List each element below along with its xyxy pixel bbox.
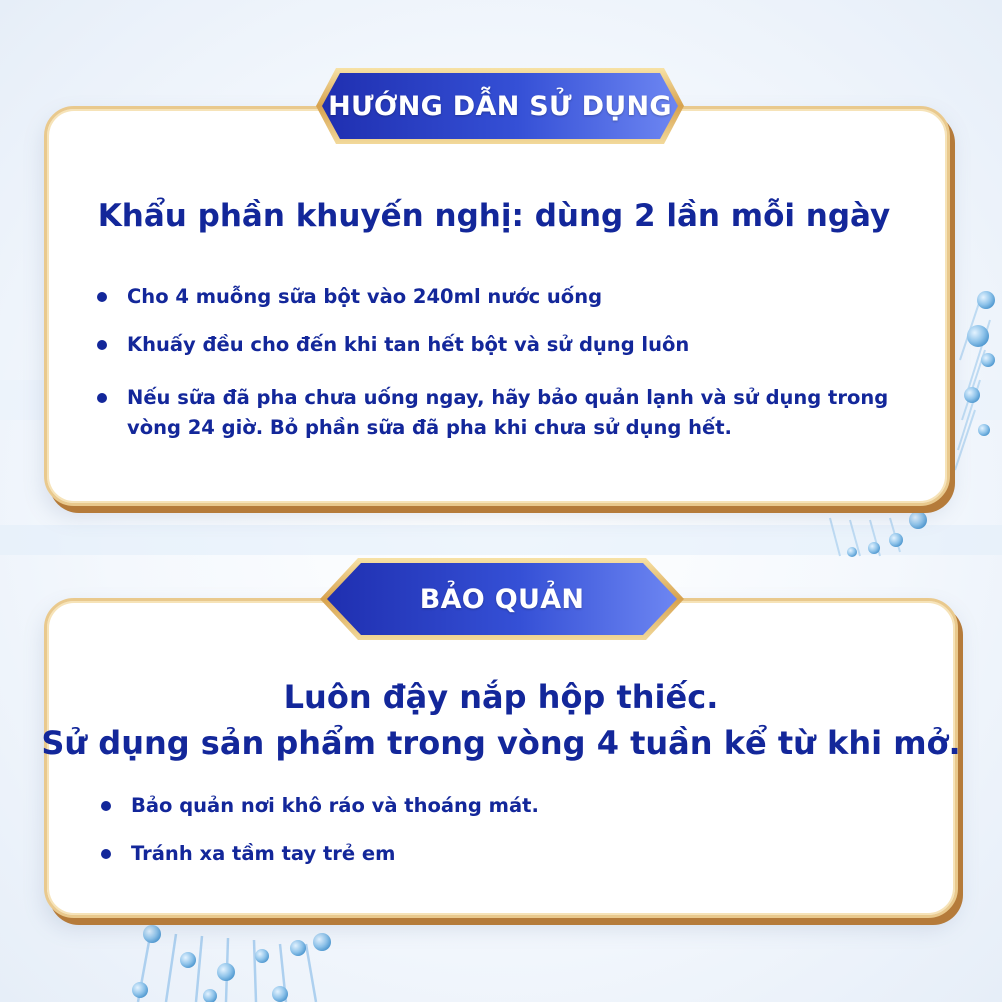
headline-line: Luôn đậy nắp hộp thiếc. xyxy=(283,678,719,716)
usage-steps-list xyxy=(97,282,917,461)
list-item-text: Cho 4 muỗng sữa bột vào 240ml nước uống xyxy=(127,285,603,308)
headline-line: Sử dụng sản phẩm trong vòng 4 tuần kể từ khi mở. xyxy=(41,724,961,762)
usage-instructions-title: HƯỚNG DẪN SỬ DỤNG xyxy=(328,90,672,122)
storage-title: BẢO QUẢN xyxy=(419,583,585,615)
bullet-dot-icon xyxy=(97,340,107,350)
bullet-dot-icon xyxy=(97,292,107,302)
list-item xyxy=(97,282,917,312)
headline-line: Khẩu phần khuyến nghị: dùng 2 lần mỗi ngày xyxy=(97,198,891,234)
list-item xyxy=(101,791,901,821)
recommended-serving-headline xyxy=(60,194,928,238)
list-item-text: Bảo quản nơi khô ráo và thoáng mát. xyxy=(131,794,539,817)
storage-ribbon xyxy=(318,556,686,636)
list-item-text: Nếu sữa đã pha chưa uống ngay, hãy bảo quản lạnh và sử dụng trong vòng 24 giờ. Bỏ phần sữa đã pha khi chưa sử dụng hết. xyxy=(127,386,889,439)
storage-tips-list xyxy=(101,791,901,887)
bullet-dot-icon xyxy=(101,849,111,859)
list-item-text: Tránh xa tầm tay trẻ em xyxy=(131,842,396,865)
list-item-text: Khuấy đều cho đến khi tan hết bột và sử dụng luôn xyxy=(127,333,690,356)
bullet-dot-icon xyxy=(97,393,107,403)
bullet-dot-icon xyxy=(101,801,111,811)
list-item xyxy=(97,330,917,360)
list-item xyxy=(101,839,901,869)
usage-instructions-ribbon xyxy=(314,66,686,146)
storage-headline xyxy=(40,674,962,766)
list-item xyxy=(97,383,917,443)
